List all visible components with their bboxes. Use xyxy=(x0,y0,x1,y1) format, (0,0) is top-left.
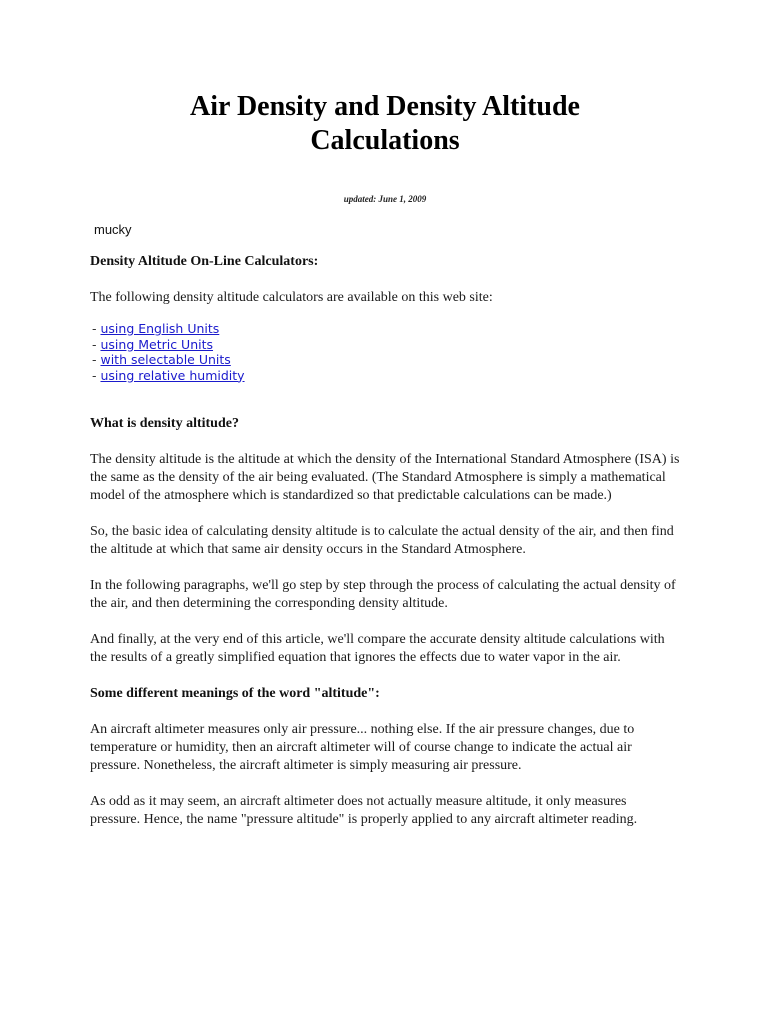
paragraph-basic-idea: So, the basic idea of calculating density altitude is to calculate the actual density of the air, and then find the altitude at which that same air density occurs in the Standard Atmosphere. xyxy=(90,524,674,557)
list-item: - using Metric Units xyxy=(92,336,214,352)
calculators-intro: The following density altitude calculators are available on this web site: xyxy=(90,290,493,305)
title-line-2: Calculations xyxy=(310,125,460,156)
link-selectable-units[interactable]: with selectable Units xyxy=(100,352,231,367)
link-relative-humidity[interactable]: using relative humidity xyxy=(100,367,245,383)
paragraph-following: In the following paragraphs, we'll go step by step through the process of calculating the actual density of the air, and then determining the corresponding density altitude. xyxy=(90,578,676,611)
paragraph-altimeter: An aircraft altimeter measures only air pressure... nothing else. If the air pressure changes, due to temperature or humidity, then an aircraft altimeter will of course change to indicate the actual air pressure. Nonetheless, the aircraft altimeter is simply measuring air pressure. xyxy=(90,722,635,773)
section-heading-what-is: What is density altitude? xyxy=(90,416,239,431)
calculator-links-list xyxy=(92,321,680,383)
section-heading-calculators: Density Altitude On-Line Calculators: xyxy=(90,254,319,269)
author-name: mucky xyxy=(94,222,132,237)
section-heading-altitude-meanings: Some different meanings of the word "altitude": xyxy=(90,686,380,701)
article xyxy=(90,90,680,829)
list-item: - with selectable Units xyxy=(92,352,231,367)
paragraph-finally: And finally, at the very end of this article, we'll compare the accurate density altitude calculations with the results of a greatly simplified equation that ignores the effects due to water vapor in the air. xyxy=(90,632,665,665)
title-line-1: Air Density and Density Altitude xyxy=(190,91,580,122)
link-metric-units[interactable]: using Metric Units xyxy=(100,336,214,352)
paragraph-definition: The density altitude is the altitude at which the density of the International Standard Atmosphere (ISA) is the same as the density of the air being evaluated. (The Standard Atmosphere is simply a mathematical model of the atmosphere which is standardized so that predictable calculations can be made.) xyxy=(90,452,680,503)
page-title xyxy=(90,90,680,158)
updated-date: updated: June 1, 2009 xyxy=(343,194,427,204)
paragraph-pressure-altitude: As odd as it may seem, an aircraft altimeter does not actually measure altitude, it only measures pressure. Hence, the name "pressure altitude" is properly applied to any aircraft altimeter reading. xyxy=(90,794,638,827)
link-english-units[interactable]: using English Units xyxy=(100,321,220,336)
list-item: - using English Units xyxy=(92,321,220,336)
list-item: - using relative humidity xyxy=(92,367,245,383)
